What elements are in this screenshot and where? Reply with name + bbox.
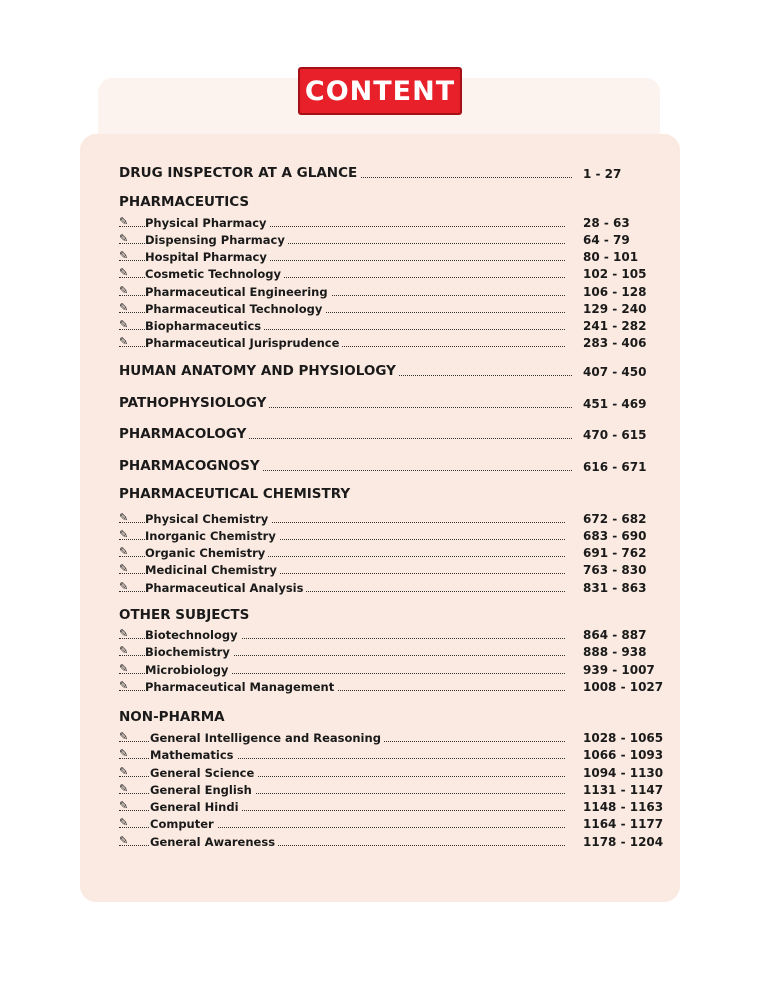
toc-label: HUMAN ANATOMY AND PHYSIOLOGY (119, 363, 399, 379)
toc-label: Biopharmaceutics (145, 319, 264, 333)
pen-icon: ✎ (119, 799, 129, 812)
toc-pages: 1164 - 1177 (583, 817, 664, 831)
pen-icon: ✎ (119, 562, 129, 575)
toc-pages: 241 - 282 (583, 319, 647, 333)
toc-label: Pharmaceutical Management (145, 680, 337, 694)
toc-entry[interactable] (119, 727, 664, 745)
pen-icon: ✎ (119, 782, 129, 795)
pen-icon: ✎ (119, 249, 129, 262)
toc-entry[interactable] (119, 779, 664, 797)
pen-icon: ✎ (119, 580, 129, 593)
toc-label: PHARMACOLOGY (119, 426, 249, 442)
toc-label: Cosmetic Technology (145, 267, 284, 281)
pen-icon: ✎ (119, 816, 129, 829)
toc-label: Medicinal Chemistry (145, 563, 280, 577)
toc-label: Organic Chemistry (145, 546, 268, 560)
toc-entry[interactable] (119, 525, 659, 543)
toc-pages: 616 - 671 (583, 460, 647, 474)
pen-icon: ✎ (119, 662, 129, 675)
toc-pages: 28 - 63 (583, 216, 630, 230)
toc-pages: 283 - 406 (583, 336, 647, 350)
toc-label: General Awareness (150, 835, 278, 849)
toc-label: Biochemistry (145, 645, 233, 659)
toc-pages: 1148 - 1163 (583, 800, 664, 814)
toc-label: General Hindi (150, 800, 242, 814)
toc-pages: 691 - 762 (583, 546, 647, 560)
section-heading-pharmaceutics: PHARMACEUTICS (119, 194, 250, 210)
toc-pages: 470 - 615 (583, 428, 647, 442)
toc-pages: 683 - 690 (583, 529, 647, 543)
toc-pages: 939 - 1007 (583, 663, 655, 677)
toc-pages: 80 - 101 (583, 250, 639, 264)
toc-entry[interactable] (119, 559, 659, 577)
toc-pages: 888 - 938 (583, 645, 647, 659)
toc-pages: 102 - 105 (583, 267, 647, 281)
toc-pages: 106 - 128 (583, 285, 647, 299)
pen-icon: ✎ (119, 318, 129, 331)
section-heading-other: OTHER SUBJECTS (119, 607, 250, 623)
toc-entry[interactable] (119, 508, 659, 526)
toc-label: Pharmaceutical Jurisprudence (145, 336, 342, 350)
pen-icon: ✎ (119, 215, 129, 228)
toc-entry-anatomy[interactable] (119, 361, 659, 379)
pen-icon: ✎ (119, 528, 129, 541)
toc-pages: 1008 - 1027 (583, 680, 664, 694)
toc-entry[interactable] (119, 796, 664, 814)
pen-icon: ✎ (119, 765, 129, 778)
section-heading-chemistry: PHARMACEUTICAL CHEMISTRY (119, 486, 351, 502)
pen-icon: ✎ (119, 284, 129, 297)
toc-pages: 129 - 240 (583, 302, 647, 316)
toc-entry[interactable] (119, 212, 659, 230)
toc-label: Pharmaceutical Technology (145, 302, 325, 316)
toc-entry-pharmacology[interactable] (119, 424, 659, 442)
pen-icon: ✎ (119, 301, 129, 314)
toc-label: Dispensing Pharmacy (145, 233, 288, 247)
pen-icon: ✎ (119, 545, 129, 558)
toc-label: Hospital Pharmacy (145, 250, 270, 264)
pen-icon: ✎ (119, 335, 129, 348)
toc-label: Pharmaceutical Analysis (145, 581, 306, 595)
toc-pages: 407 - 450 (583, 365, 647, 379)
toc-pages: 672 - 682 (583, 512, 647, 526)
toc-entry[interactable] (119, 542, 659, 560)
toc-pages: 451 - 469 (583, 397, 647, 411)
toc-label: Biotechnology (145, 628, 241, 642)
toc-pages: 1178 - 1204 (583, 835, 664, 849)
toc-entry[interactable] (119, 676, 664, 694)
toc-entry[interactable] (119, 229, 659, 247)
toc-entry-glance[interactable] (119, 163, 659, 181)
toc-entry[interactable] (119, 263, 659, 281)
toc-entry[interactable] (119, 298, 659, 316)
toc-label: Pharmaceutical Engineering (145, 285, 331, 299)
toc-pages: 1 - 27 (583, 167, 622, 181)
toc-label: PATHOPHYSIOLOGY (119, 395, 269, 411)
toc-label: Mathematics (150, 748, 237, 762)
pen-icon: ✎ (119, 232, 129, 245)
toc-label: Physical Pharmacy (145, 216, 270, 230)
toc-entry[interactable] (119, 659, 659, 677)
toc-entry[interactable] (119, 831, 664, 849)
toc-entry[interactable] (119, 281, 659, 299)
toc-label: PHARMACOGNOSY (119, 458, 263, 474)
section-heading-nonpharma: NON-PHARMA (119, 709, 225, 725)
toc-pages: 763 - 830 (583, 563, 647, 577)
pen-icon: ✎ (119, 679, 129, 692)
toc-entry[interactable] (119, 624, 659, 642)
toc-entry[interactable] (119, 577, 659, 595)
pen-icon: ✎ (119, 511, 129, 524)
toc-pages: 864 - 887 (583, 628, 647, 642)
pen-icon: ✎ (119, 644, 129, 657)
toc-label: Computer (150, 817, 217, 831)
page-title: CONTENT (298, 67, 462, 115)
toc-entry[interactable] (119, 315, 659, 333)
toc-entry[interactable] (119, 641, 659, 659)
toc-pages: 1094 - 1130 (583, 766, 664, 780)
toc-pages: 1028 - 1065 (583, 731, 664, 745)
toc-label: General Intelligence and Reasoning (150, 731, 384, 745)
pen-icon: ✎ (119, 266, 129, 279)
toc-label: Inorganic Chemistry (145, 529, 279, 543)
toc-entry[interactable] (119, 246, 659, 264)
toc-pages: 64 - 79 (583, 233, 630, 247)
toc-label: General English (150, 783, 255, 797)
pen-icon: ✎ (119, 730, 129, 743)
toc-pages: 1131 - 1147 (583, 783, 664, 797)
toc-pages: 1066 - 1093 (583, 748, 664, 762)
toc-entry[interactable] (119, 332, 659, 350)
toc-entry[interactable] (119, 744, 664, 762)
toc-entry[interactable] (119, 813, 664, 831)
pen-icon: ✎ (119, 834, 129, 847)
toc-pages: 831 - 863 (583, 581, 647, 595)
toc-entry-pathophysiology[interactable] (119, 393, 659, 411)
pen-icon: ✎ (119, 747, 129, 760)
toc-label: Microbiology (145, 663, 231, 677)
toc-entry[interactable] (119, 762, 664, 780)
pen-icon: ✎ (119, 627, 129, 640)
toc-entry-pharmacognosy[interactable] (119, 456, 659, 474)
toc-label: General Science (150, 766, 257, 780)
toc-label: Physical Chemistry (145, 512, 271, 526)
toc-label: DRUG INSPECTOR AT A GLANCE (119, 165, 360, 181)
